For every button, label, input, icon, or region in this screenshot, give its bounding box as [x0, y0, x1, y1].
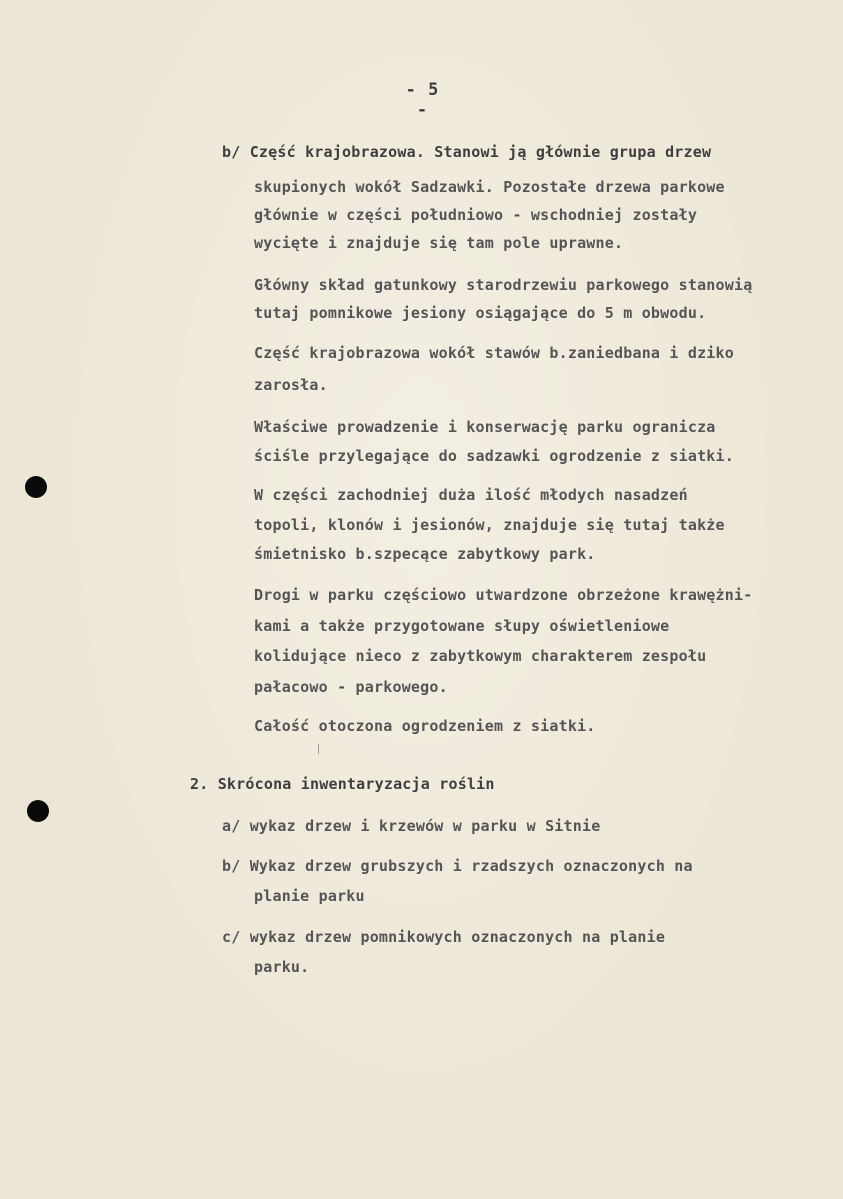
- punch-hole-top: [25, 476, 47, 498]
- text-line: zarosła.: [254, 376, 328, 394]
- text-line: Drogi w parku częściowo utwardzone obrzeżone krawężni-: [254, 586, 753, 604]
- punch-hole-bottom: [27, 800, 49, 822]
- text-line: topoli, klonów i jesionów, znajduje się tutaj także: [254, 516, 725, 534]
- text-line: Całość otoczona ogrodzeniem z siatki.: [254, 717, 596, 735]
- list-item: a/ wykaz drzew i krzewów w parku w Sitnie: [222, 817, 601, 835]
- list-item-continuation: parku.: [254, 958, 310, 976]
- text-line: b/ Część krajobrazowa. Stanowi ją głównie grupa drzew: [222, 143, 712, 161]
- text-line: skupionych wokół Sadzawki. Pozostałe drzewa parkowe: [254, 178, 725, 196]
- pen-mark: [318, 744, 319, 754]
- list-item: c/ wykaz drzew pomnikowych oznaczonych na planie: [222, 928, 666, 946]
- text-line: tutaj pomnikowe jesiony osiągające do 5 m obwodu.: [254, 304, 707, 322]
- section-heading: 2. Skrócona inwentaryzacja roślin: [190, 775, 495, 793]
- text-line: ściśle przylegające do sadzawki ogrodzenie z siatki.: [254, 447, 734, 465]
- text-line: kolidujące nieco z zabytkowym charakterem zespołu: [254, 647, 707, 665]
- text-line: wycięte i znajduje się tam pole uprawne.: [254, 234, 624, 252]
- list-item-continuation: planie parku: [254, 887, 365, 905]
- text-line: W części zachodniej duża ilość młodych nasadzeń: [254, 486, 688, 504]
- text-line: Część krajobrazowa wokół stawów b.zaniedbana i dziko: [254, 344, 734, 362]
- text-line: głównie w części południowo - wschodniej zostały: [254, 206, 698, 224]
- page-number: - 5 -: [405, 80, 440, 120]
- list-item: b/ Wykaz drzew grubszych i rzadszych oznaczonych na: [222, 857, 693, 875]
- text-line: kami a także przygotowane słupy oświetleniowe: [254, 617, 670, 635]
- text-line: śmietnisko b.szpecące zabytkowy park.: [254, 545, 596, 563]
- text-line: pałacowo - parkowego.: [254, 678, 448, 696]
- text-line: Właściwe prowadzenie i konserwację parku ogranicza: [254, 418, 716, 436]
- text-line: Główny skład gatunkowy starodrzewiu parkowego stanowią: [254, 276, 753, 294]
